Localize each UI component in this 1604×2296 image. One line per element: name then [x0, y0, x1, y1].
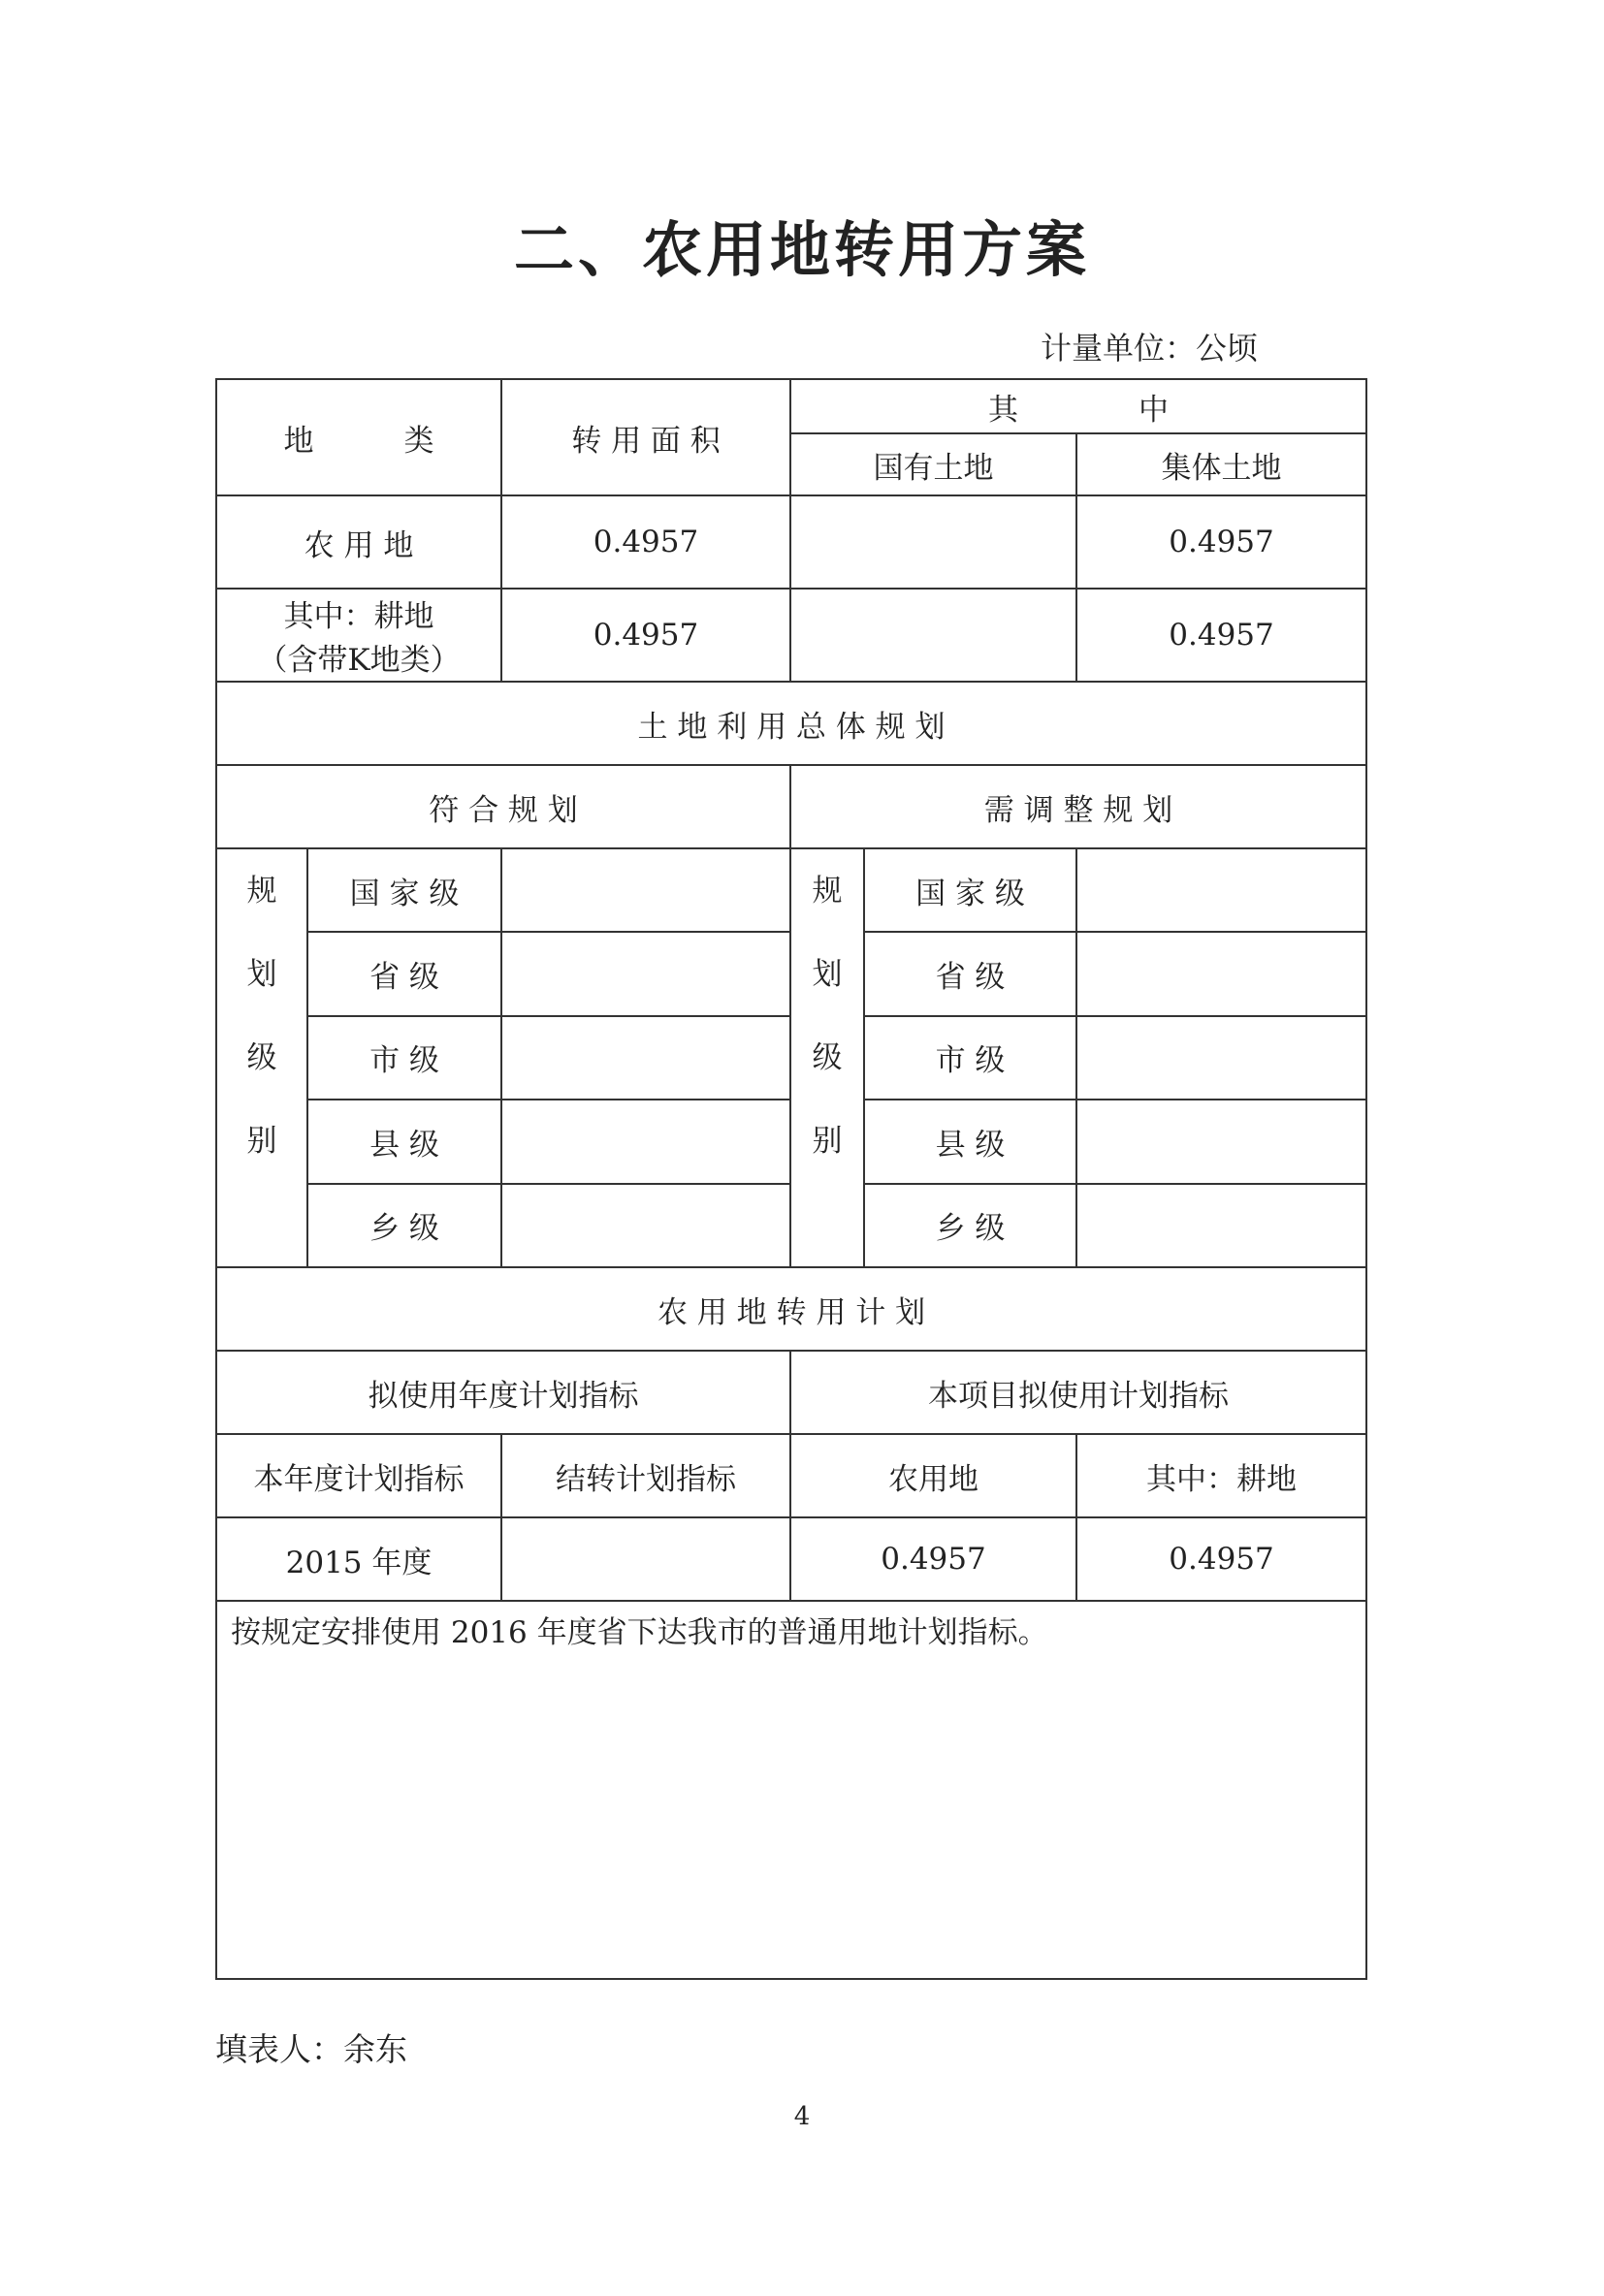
conform-level-national: 国 家 级 — [307, 848, 501, 932]
vertical-char: 规 — [246, 874, 277, 909]
carried-over-index-header: 结转计划指标 — [501, 1434, 790, 1517]
adjust-level-city: 市 级 — [864, 1016, 1076, 1100]
adjust-level-township: 乡 级 — [864, 1184, 1076, 1267]
row-cultivated-label-line1: 其中：耕地 — [283, 599, 434, 634]
plan-conform-header: 符 合 规 划 — [216, 765, 790, 848]
conform-level-city: 市 级 — [307, 1016, 501, 1100]
cultivated-header: 其中：耕地 — [1076, 1434, 1366, 1517]
header-state-owned: 国有土地 — [790, 433, 1076, 495]
adjust-level-national: 国 家 级 — [864, 848, 1076, 932]
row-cultivated-collective: 0.4957 — [1076, 589, 1366, 682]
conform-value-national — [501, 848, 790, 932]
adjust-vertical-label — [790, 848, 864, 1267]
adjust-value-province — [1076, 932, 1366, 1015]
conform-value-province — [501, 932, 790, 1015]
header-land-type: 地 类 — [216, 379, 501, 495]
vertical-char: 级 — [812, 1040, 843, 1075]
unit-label: 计量单位：公顷 — [1040, 330, 1258, 367]
vertical-char: 划 — [246, 957, 277, 992]
conversion-section-title: 农 用 地 转 用 计 划 — [216, 1267, 1366, 1351]
farmland-value: 0.4957 — [790, 1517, 1076, 1601]
header-area: 转 用 面 积 — [501, 379, 790, 495]
conform-level-county: 县 级 — [307, 1100, 501, 1183]
plan-section-title: 土 地 利 用 总 体 规 划 — [216, 682, 1366, 765]
conform-value-county — [501, 1100, 790, 1183]
filler-label: 填表人：余东 — [215, 2030, 407, 2068]
header-of-which: 其 中 — [790, 379, 1366, 433]
row-cultivated-label — [216, 589, 501, 682]
this-year-index-header: 本年度计划指标 — [216, 1434, 501, 1517]
page-title: 二、农用地转用方案 — [513, 214, 1090, 285]
row-farmland-state — [790, 495, 1076, 589]
planned-index-header: 拟使用年度计划指标 — [216, 1351, 790, 1434]
conform-vertical-label — [216, 848, 307, 1267]
adjust-value-city — [1076, 1016, 1366, 1100]
row-farmland-area: 0.4957 — [501, 495, 790, 589]
row-cultivated-label-line2: （含带K地类） — [257, 643, 461, 678]
adjust-value-national — [1076, 848, 1366, 932]
carried-over-value — [501, 1517, 790, 1601]
header-collective: 集体土地 — [1076, 433, 1366, 495]
conform-value-township — [501, 1184, 790, 1267]
adjust-level-county: 县 级 — [864, 1100, 1076, 1183]
vertical-char: 别 — [812, 1124, 843, 1159]
vertical-char: 规 — [812, 874, 843, 909]
note-text: 按规定安排使用 2016 年度省下达我市的普通用地计划指标。 — [216, 1601, 1366, 1979]
page-number: 4 — [793, 2102, 811, 2131]
adjust-value-county — [1076, 1100, 1366, 1183]
conversion-table — [215, 378, 1367, 1980]
conform-level-township: 乡 级 — [307, 1184, 501, 1267]
adjust-value-township — [1076, 1184, 1366, 1267]
row-cultivated-area: 0.4957 — [501, 589, 790, 682]
project-index-header: 本项目拟使用计划指标 — [790, 1351, 1366, 1434]
row-farmland-label: 农 用 地 — [216, 495, 501, 589]
farmland-header: 农用地 — [790, 1434, 1076, 1517]
plan-adjust-header: 需 调 整 规 划 — [790, 765, 1366, 848]
year-value: 2015 年度 — [216, 1517, 501, 1601]
row-farmland-collective: 0.4957 — [1076, 495, 1366, 589]
conform-value-city — [501, 1016, 790, 1100]
vertical-char: 划 — [812, 957, 843, 992]
vertical-char: 别 — [246, 1124, 277, 1159]
vertical-char: 级 — [246, 1040, 277, 1075]
conform-level-province: 省 级 — [307, 932, 501, 1015]
cultivated-value: 0.4957 — [1076, 1517, 1366, 1601]
adjust-level-province: 省 级 — [864, 932, 1076, 1015]
row-cultivated-state — [790, 589, 1076, 682]
